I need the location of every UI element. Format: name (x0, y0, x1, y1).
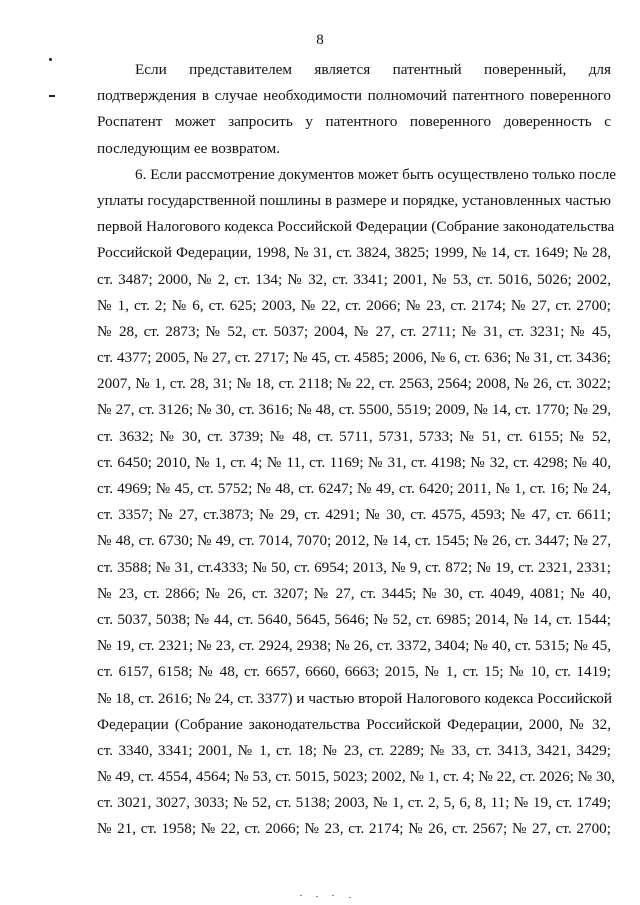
text-line: № 18, ст. 2616; № 24, ст. 3377) и частью второй Налогового кодекса Российской (97, 689, 613, 707)
text-line: ст. 3021, 3027, 3033; № 52, ст. 5138; 2003, № 1, ст. 2, 5, 6, 8, 11; № 19, ст. 1749; (97, 794, 611, 812)
text-line: ст. 3632; № 30, ст. 3739; № 48, ст. 5711, 5731, 5733; № 51, ст. 6155; № 52, (97, 427, 611, 445)
body-text (97, 57, 617, 843)
text-line: Если представителем является патентный поверенный, для (135, 61, 611, 78)
text-line: ст. 4969; № 45, ст. 5752; № 48, ст. 6247; № 49, ст. 6420; 2011, № 1, ст. 16; № 24, (97, 480, 611, 497)
text-line: ст. 6450; 2010, № 1, ст. 4; № 11, ст. 1169; № 31, ст. 4198; № 32, ст. 4298; № 40, (97, 453, 611, 471)
text-line: № 28, ст. 2873; № 52, ст. 5037; 2004, № 27, ст. 2711; № 31, ст. 3231; № 45, (97, 322, 611, 340)
text-line: ст. 4377; 2005, № 27, ст. 2717; № 45, ст. 4585; 2006, № 6, ст. 636; № 31, ст. 3436; (97, 349, 611, 367)
text-line: ст. 3340, 3341; 2001, № 1, ст. 18; № 23, ст. 2289; № 33, ст. 3413, 3421, 3429; (97, 741, 611, 759)
text-line: ст. 5037, 5038; № 44, ст. 5640, 5645, 5646; № 52, ст. 6985; 2014, № 14, ст. 1544; (97, 610, 611, 628)
scan-artifact-dots (0, 893, 640, 901)
text-line: подтверждения в случае необходимости полномочий патентного поверенного (97, 87, 611, 105)
text-line: первой Налогового кодекса Российской Федерации (Собрание законодательства (97, 218, 615, 236)
text-line: ст. 6157, 6158; № 48, ст. 6657, 6660, 6663; 2015, № 1, ст. 15; № 10, ст. 1419; (97, 663, 611, 681)
margin-dash-mark (49, 95, 55, 97)
text-line: № 27, ст. 3126; № 30, ст. 3616; № 48, ст. 5500, 5519; 2009, № 14, ст. 1770; № 29, (97, 401, 611, 419)
margin-dot-mark (49, 58, 52, 61)
page-number: 8 (316, 32, 324, 48)
text-line: Российской Федерации, 1998, № 31, ст. 3824, 3825; 1999, № 14, ст. 1649; № 28, (97, 244, 611, 262)
text-line: ст. 3487; 2000, № 2, ст. 134; № 32, ст. 3341; 2001, № 53, ст. 5016, 5026; 2002, (97, 270, 611, 288)
text-line: № 21, ст. 1958; № 22, ст. 2066; № 23, ст. 2174; № 26, ст. 2567; № 27, ст. 2700; (97, 820, 611, 838)
text-line: 6. Если рассмотрение документов может быть осуществлено только после (135, 165, 617, 183)
text-line: ст. 3357; № 27, ст.3873; № 29, ст. 4291; № 30, ст. 4575, 4593; № 47, ст. 6611; (97, 506, 611, 524)
text-line: № 49, ст. 4554, 4564; № 53, ст. 5015, 5023; 2002, № 1, ст. 4; № 22, ст. 2026; № 30, (97, 768, 615, 786)
text-line: последующим ее возвратом. (97, 139, 281, 157)
text-line: 2007, № 1, ст. 28, 31; № 18, ст. 2118; № 22, ст. 2563, 2564; 2008, № 26, ст. 3022; (97, 375, 611, 393)
text-line: Федерации (Собрание законодательства Российской Федерации, 2000, № 32, (97, 715, 611, 733)
text-line: Роспатент может запросить у патентного поверенного доверенность с (97, 113, 611, 131)
text-line: ст. 3588; № 31, ст.4333; № 50, ст. 6954; 2013, № 9, ст. 872; № 19, ст. 2321, 2331; (97, 558, 611, 576)
text-line: № 19, ст. 2321; № 23, ст. 2924, 2938; № 26, ст. 3372, 3404; № 40, ст. 5315; № 45, (97, 637, 611, 655)
text-line: уплаты государственной пошлины в размере и порядке, установленных частью (97, 191, 611, 209)
text-line: № 48, ст. 6730; № 49, ст. 7014, 7070; 2012, № 14, ст. 1545; № 26, ст. 3447; № 27, (97, 532, 611, 550)
text-line: № 1, ст. 2; № 6, ст. 625; 2003, № 22, ст. 2066; № 23, ст. 2174; № 27, ст. 2700; (97, 296, 611, 314)
text-line: № 23, ст. 2866; № 26, ст. 3207; № 27, ст. 3445; № 30, ст. 4049, 4081; № 40, (97, 584, 611, 602)
